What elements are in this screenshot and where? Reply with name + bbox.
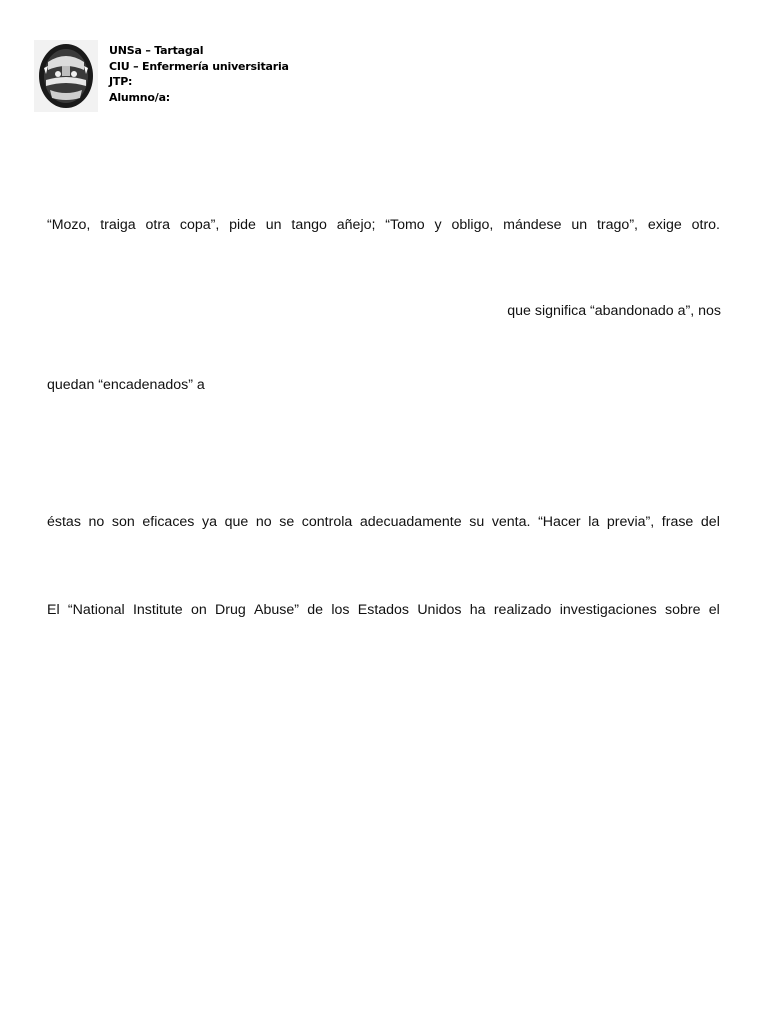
word: tango [291, 217, 327, 233]
word: otra [145, 217, 170, 233]
word: pide [229, 217, 256, 233]
word: Abuse” [254, 602, 299, 618]
word: no [88, 514, 105, 530]
word: copa”, [179, 217, 220, 233]
paragraph-line-4 [47, 513, 720, 531]
word: Drug [215, 602, 246, 618]
word: éstas [47, 514, 81, 530]
word: El [47, 602, 60, 618]
word: “Hacer [538, 514, 581, 530]
word: investigaciones [559, 602, 657, 618]
word: frase [661, 514, 694, 530]
word: venta. [491, 514, 531, 530]
word: “Mozo, [47, 217, 91, 233]
word: “National [67, 602, 125, 618]
word: ha [469, 602, 486, 618]
word: on [190, 602, 207, 618]
paragraph-line-1 [47, 216, 720, 234]
word: eficaces [142, 514, 195, 530]
word: previa”, [606, 514, 655, 530]
word: sobre [664, 602, 701, 618]
word: traiga [100, 217, 136, 233]
header-institution: UNSa – Tartagal [109, 44, 204, 57]
word: no [255, 514, 272, 530]
word: adecuadamente [359, 514, 462, 530]
word: se [279, 514, 295, 530]
word: realizado [493, 602, 552, 618]
paragraph-line-2: que significa “abandonado a”, nos [507, 303, 721, 319]
university-seal-icon [34, 40, 98, 112]
word: de [307, 602, 324, 618]
word: Unidos [417, 602, 462, 618]
word: y [434, 217, 442, 233]
word: el [708, 602, 720, 618]
word: exige [647, 217, 682, 233]
word: “Tomo [385, 217, 425, 233]
paragraph-line-5 [47, 601, 720, 619]
word: la [588, 514, 600, 530]
paragraph-line-3: quedan “encadenados” a [47, 377, 205, 393]
word: su [469, 514, 485, 530]
word: Estados [357, 602, 410, 618]
word: ya [202, 514, 217, 530]
word: un [571, 217, 588, 233]
header-jtp: JTP: [109, 75, 133, 88]
word: un [265, 217, 282, 233]
word: mándese [503, 217, 562, 233]
word: que [224, 514, 249, 530]
header-student: Alumno/a: [109, 90, 171, 104]
word: añejo; [336, 217, 376, 233]
word: son [111, 514, 135, 530]
header-course: CIU – Enfermería universitaria [109, 59, 289, 73]
word: los [331, 602, 350, 618]
word: controla [301, 514, 353, 530]
word: obligo, [451, 217, 494, 233]
document-header [109, 43, 289, 105]
word: otro. [691, 217, 720, 233]
word: del [700, 514, 720, 530]
word: trago”, [596, 217, 638, 233]
word: Institute [132, 602, 183, 618]
